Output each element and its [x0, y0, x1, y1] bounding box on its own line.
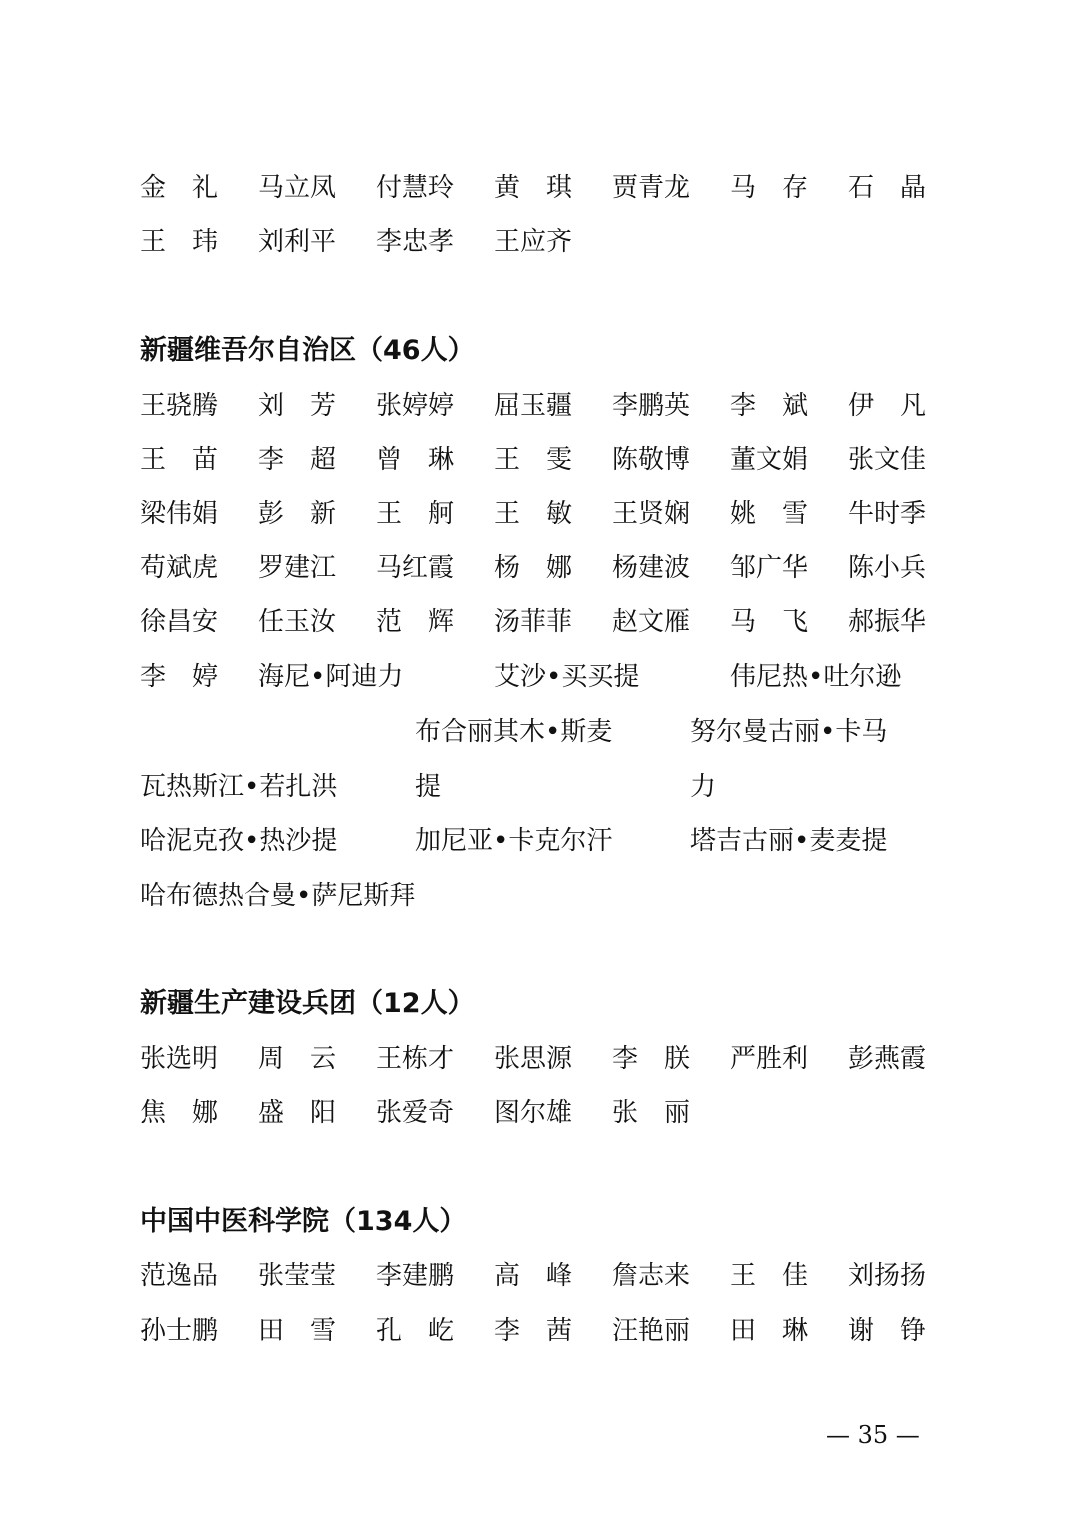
person-name: 徐昌安	[140, 607, 219, 637]
person-name: 贾青龙	[612, 173, 691, 203]
person-name: 詹志来	[612, 1261, 691, 1291]
person-name: 哈泥克孜•热沙提	[140, 826, 338, 856]
name-row	[140, 602, 940, 642]
person-name: 李 朕	[612, 1044, 691, 1074]
person-name: 李忠孝	[376, 227, 455, 257]
name-row	[140, 767, 940, 807]
name-row	[140, 712, 940, 752]
person-name: 彭燕霞	[848, 1044, 927, 1074]
person-name: 董文娟	[730, 445, 809, 475]
name-row	[140, 440, 940, 480]
person-name: 周 云	[258, 1044, 337, 1074]
name-continuation: 提	[415, 772, 442, 802]
person-name: 艾沙•买买提	[494, 662, 640, 692]
name-row	[140, 222, 940, 262]
person-name: 任玉汝	[258, 607, 337, 637]
person-name: 张选明	[140, 1044, 219, 1074]
person-name: 邹广华	[730, 553, 809, 583]
person-name: 梁伟娟	[140, 499, 219, 529]
person-name: 王 苗	[140, 445, 219, 475]
person-name: 图尔雄	[494, 1098, 573, 1128]
person-name: 哈布德热合曼•萨尼斯拜	[140, 881, 416, 911]
person-name: 刘 芳	[258, 391, 337, 421]
name-row	[140, 657, 940, 697]
person-name: 王 雯	[494, 445, 573, 475]
person-name: 王骁腾	[140, 391, 219, 421]
page-number: — 35 —	[826, 1421, 920, 1449]
person-name: 高 峰	[494, 1261, 573, 1291]
person-name: 布合丽其木•斯麦	[415, 717, 613, 747]
section-heading: 中国中医科学院（134人）	[140, 1206, 467, 1237]
name-row	[140, 494, 940, 534]
person-name: 曾 琳	[376, 445, 455, 475]
person-name: 汤菲菲	[494, 607, 573, 637]
person-name: 王 玮	[140, 227, 219, 257]
person-name: 王 敏	[494, 499, 573, 529]
person-name: 加尼亚•卡克尔汗	[415, 826, 613, 856]
person-name: 焦 娜	[140, 1098, 219, 1128]
section-heading: 新疆生产建设兵团（12人）	[140, 988, 475, 1019]
person-name: 谢 铮	[848, 1316, 927, 1346]
person-name: 张 丽	[612, 1098, 691, 1128]
person-name: 马 存	[730, 173, 809, 203]
person-name: 马 飞	[730, 607, 809, 637]
person-name: 王栋才	[376, 1044, 455, 1074]
person-name: 瓦热斯江•若扎洪	[140, 772, 338, 802]
person-name: 范逸品	[140, 1261, 219, 1291]
section-heading: 新疆维吾尔自治区（46人）	[140, 335, 475, 366]
person-name: 王应齐	[494, 227, 573, 257]
person-name: 金 礼	[140, 173, 219, 203]
person-name: 李建鹏	[376, 1261, 455, 1291]
person-name: 苟斌虎	[140, 553, 219, 583]
person-name: 李 婷	[140, 662, 219, 692]
name-row	[140, 1311, 940, 1351]
person-name: 范 辉	[376, 607, 455, 637]
person-name: 塔吉古丽•麦麦提	[690, 826, 888, 856]
person-name: 陈敬博	[612, 445, 691, 475]
name-row	[140, 548, 940, 588]
name-row	[140, 1039, 940, 1079]
person-name: 牛时季	[848, 499, 927, 529]
name-row	[140, 1093, 940, 1133]
name-row	[140, 1256, 940, 1296]
person-name: 王贤娴	[612, 499, 691, 529]
person-name: 伟尼热•吐尔逊	[730, 662, 902, 692]
person-name: 罗建江	[258, 553, 337, 583]
person-name: 杨建波	[612, 553, 691, 583]
person-name: 孙士鹏	[140, 1316, 219, 1346]
person-name: 伊 凡	[848, 391, 927, 421]
person-name: 刘扬扬	[848, 1261, 927, 1291]
person-name: 汪艳丽	[612, 1316, 691, 1346]
person-name: 张思源	[494, 1044, 573, 1074]
person-name: 付慧玲	[376, 173, 455, 203]
person-name: 李 斌	[730, 391, 809, 421]
person-name: 陈小兵	[848, 553, 927, 583]
person-name: 石 晶	[848, 173, 927, 203]
person-name: 马立凤	[258, 173, 337, 203]
person-name: 王 佳	[730, 1261, 809, 1291]
person-name: 彭 新	[258, 499, 337, 529]
person-name: 严胜利	[730, 1044, 809, 1074]
person-name: 孔 屹	[376, 1316, 455, 1346]
person-name: 黄 琪	[494, 173, 573, 203]
person-name: 李鹏英	[612, 391, 691, 421]
person-name: 张文佳	[848, 445, 927, 475]
name-row	[140, 876, 940, 916]
person-name: 李 超	[258, 445, 337, 475]
person-name: 张婷婷	[376, 391, 455, 421]
person-name: 马红霞	[376, 553, 455, 583]
person-name: 田 雪	[258, 1316, 337, 1346]
person-name: 姚 雪	[730, 499, 809, 529]
person-name: 郝振华	[848, 607, 927, 637]
person-name: 盛 阳	[258, 1098, 337, 1128]
person-name: 刘利平	[258, 227, 337, 257]
person-name: 张爱奇	[376, 1098, 455, 1128]
person-name: 张莹莹	[258, 1261, 337, 1291]
person-name: 努尔曼古丽•卡马	[690, 717, 888, 747]
person-name: 田 琳	[730, 1316, 809, 1346]
name-row	[140, 168, 940, 208]
person-name: 屈玉疆	[494, 391, 573, 421]
name-row	[140, 821, 940, 861]
person-name: 王 舸	[376, 499, 455, 529]
person-name: 赵文雁	[612, 607, 691, 637]
person-name: 李 茜	[494, 1316, 573, 1346]
person-name: 海尼•阿迪力	[258, 662, 404, 692]
name-row	[140, 386, 940, 426]
name-continuation: 力	[690, 772, 717, 802]
person-name: 杨 娜	[494, 553, 573, 583]
